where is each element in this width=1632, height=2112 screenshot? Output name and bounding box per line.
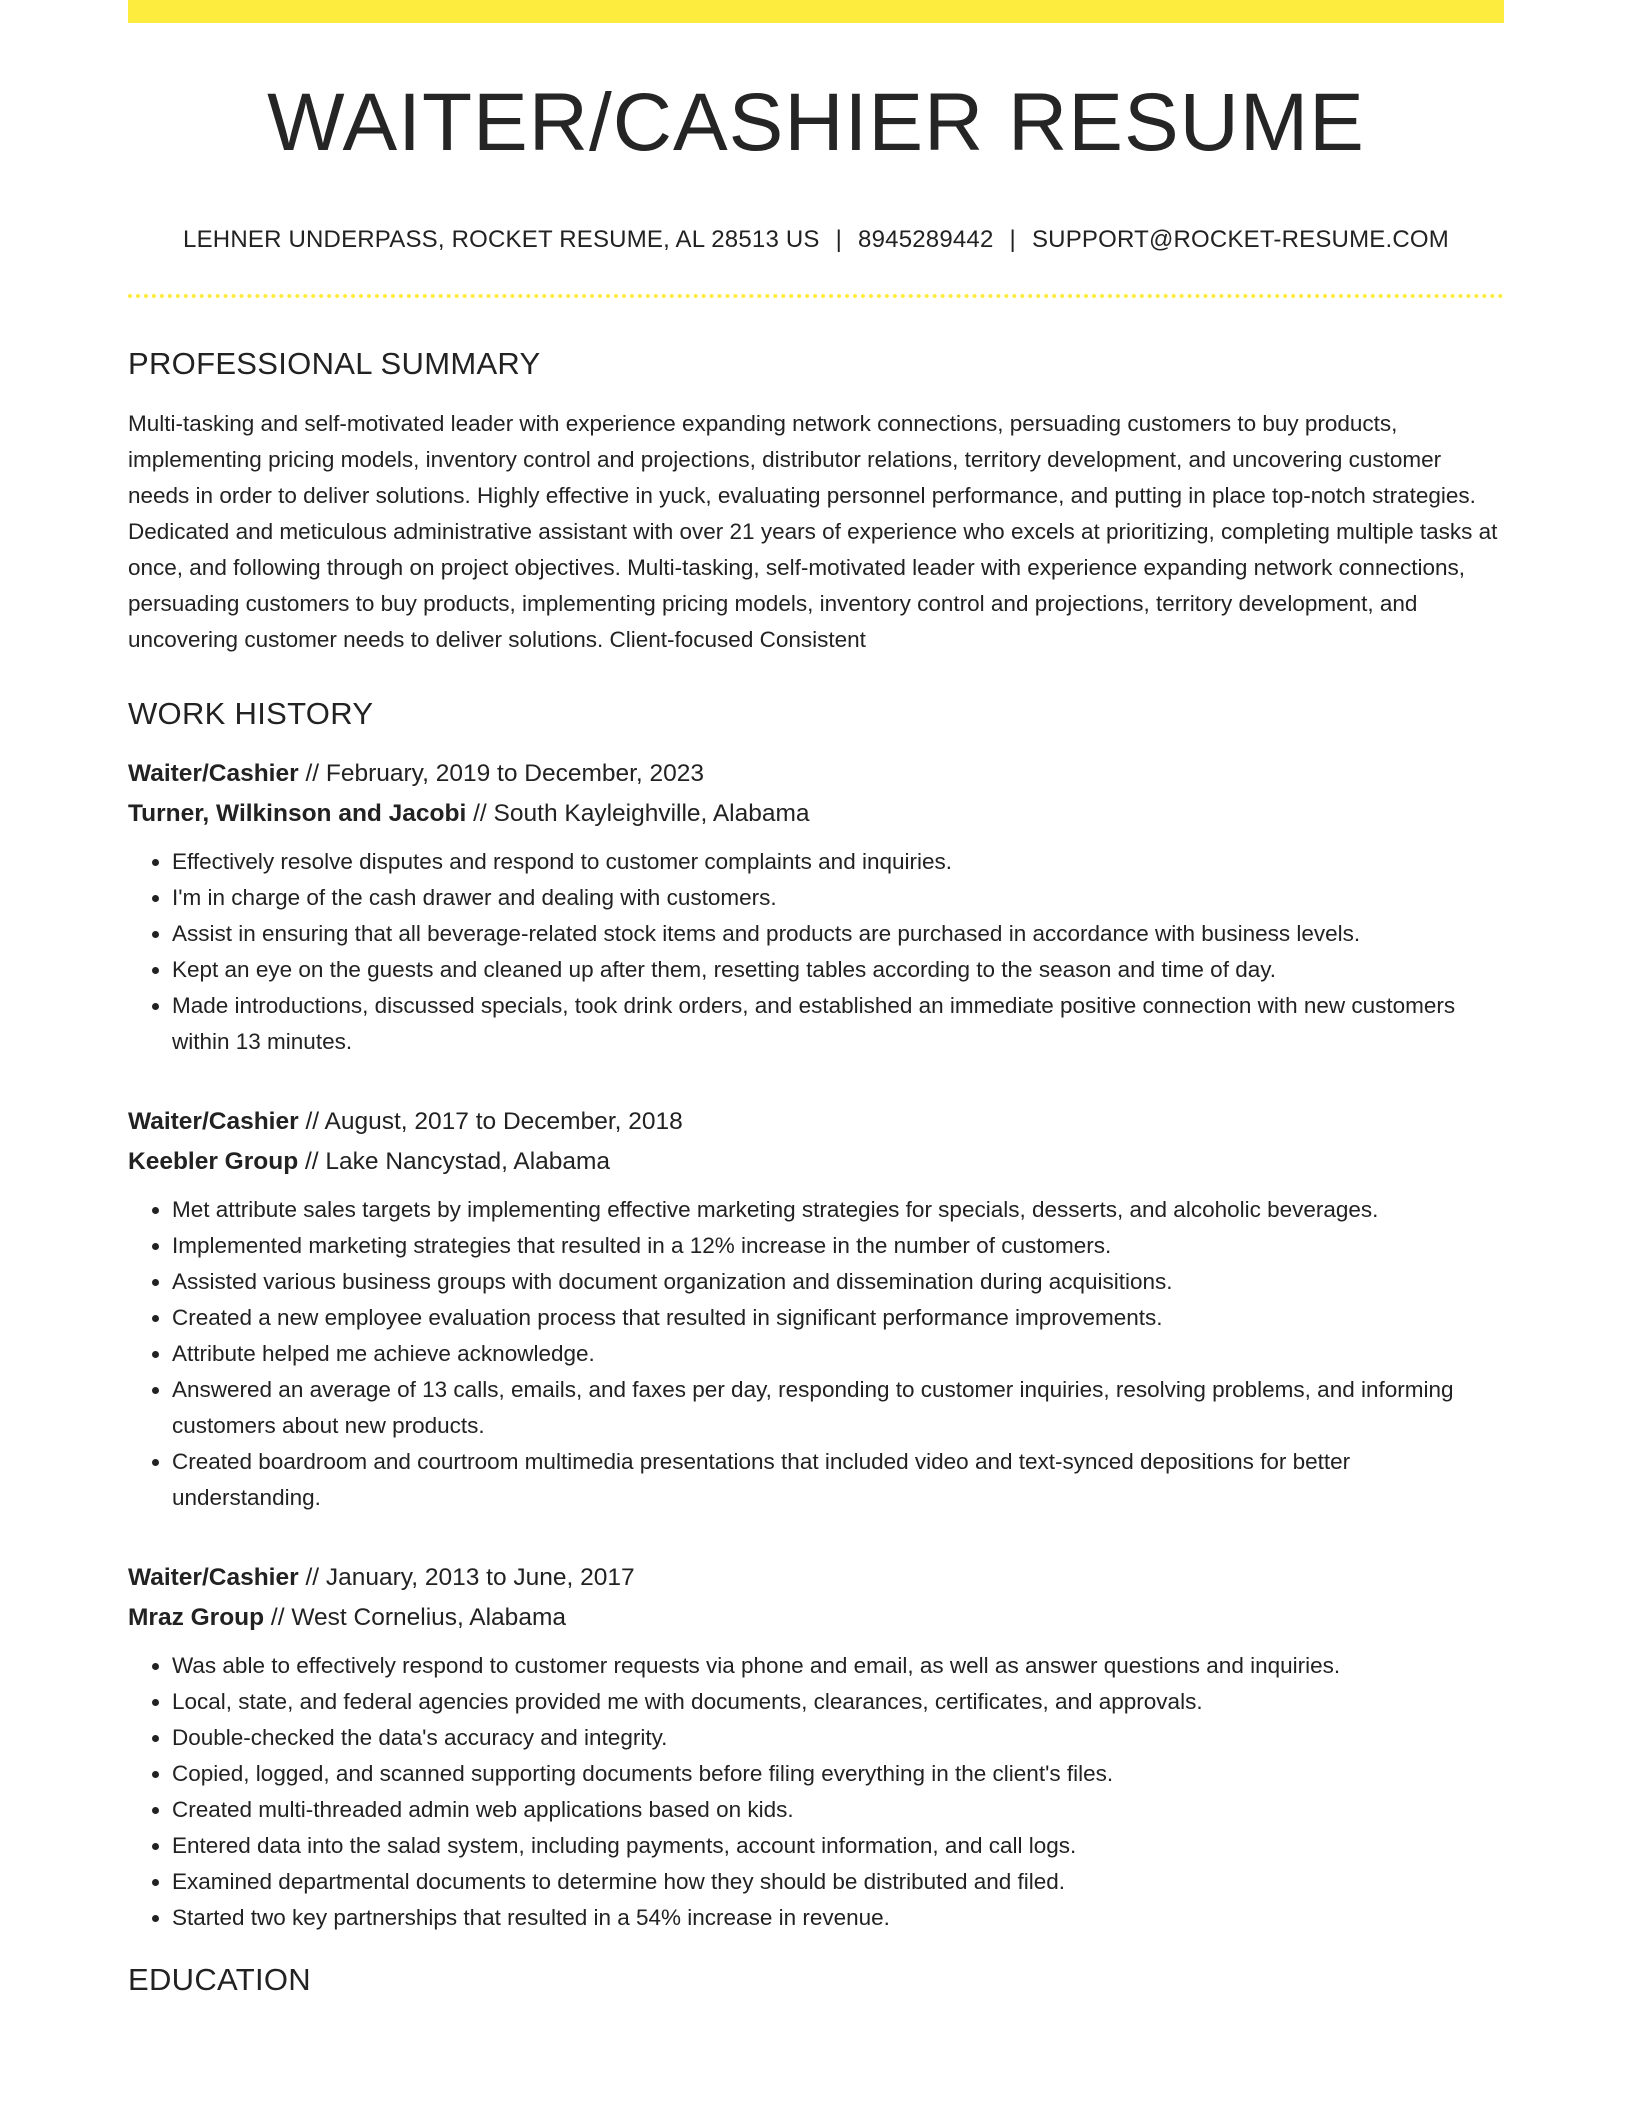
contact-line	[128, 226, 1504, 254]
job-bullet: • Entered data into the salad system, including payments, account information, and call logs.	[172, 1828, 1504, 1864]
job-bullet: • Double-checked the data's accuracy and integrity.	[172, 1720, 1504, 1756]
job-bullet: • Implemented marketing strategies that resulted in a 12% increase in the number of customers.	[172, 1228, 1504, 1264]
job-bullet-list	[128, 844, 1504, 1060]
contact-separator: |	[835, 226, 843, 254]
job-bullet: • Made introductions, discussed specials, took drink orders, and established an immediate positive connection with new customers within 13 minutes.	[172, 988, 1504, 1060]
job-dates: // February, 2019 to December, 2023	[298, 760, 705, 788]
job-location: // West Cornelius, Alabama	[264, 1604, 566, 1632]
dotted-divider	[128, 294, 1504, 298]
job-bullet: • Created a new employee evaluation process that resulted in significant performance improvements.	[172, 1300, 1504, 1336]
job-bullet-list	[128, 1192, 1504, 1516]
job-bullet: • Copied, logged, and scanned supporting documents before filing everything in the client's files.	[172, 1756, 1504, 1792]
job-bullet: • I'm in charge of the cash drawer and dealing with customers.	[172, 880, 1504, 916]
job-bullet: • Answered an average of 13 calls, emails, and faxes per day, responding to customer inquiries, resolving problems, and informing customers about new products.	[172, 1372, 1504, 1444]
contact-address: LEHNER UNDERPASS, ROCKET RESUME, AL 28513 US	[183, 226, 820, 254]
contact-email[interactable]: SUPPORT@ROCKET-RESUME.COM	[1031, 226, 1449, 254]
section-heading-education: EDUCATION	[128, 1962, 311, 1998]
job-company: Turner, Wilkinson and Jacobi	[128, 800, 467, 828]
job-bullet-list	[128, 1648, 1504, 1936]
job-bullet: • Created multi-threaded admin web applications based on kids.	[172, 1792, 1504, 1828]
job-bullet: • Local, state, and federal agencies provided me with documents, clearances, certificates, and approvals.	[172, 1684, 1504, 1720]
section-heading-summary: PROFESSIONAL SUMMARY	[128, 346, 541, 382]
job-company: Mraz Group	[128, 1604, 265, 1632]
job-company-line	[128, 1142, 1504, 1182]
resume-page	[128, 0, 1504, 1998]
job-role: Waiter/Cashier	[128, 1564, 299, 1592]
work-history-list	[128, 754, 1504, 1936]
job-bullet: • Created boardroom and courtroom multimedia presentations that included video and text-synced depositions for better understanding.	[172, 1444, 1504, 1516]
job-bullet: • Assist in ensuring that all beverage-related stock items and products are purchased in accordance with business levels.	[172, 916, 1504, 952]
summary-text: Multi-tasking and self-motivated leader with experience expanding network connections, persuading customers to buy products, implementing pricing models, inventory control and projections, distributor relations, territory development, and uncovering customer needs in order to deliver solutions. Highly effective in yuck, evaluating personnel performance, and putting in place top-notch strategies. Dedicated and meticulous administrative assistant with over 21 years of experience who excels at prioritizing, completing multiple tasks at once, and following through on project objectives. Multi-tasking, self-motivated leader with experience expanding network connections, persuading customers to buy products, implementing pricing models, inventory control and projections, territory development, and uncovering customer needs to deliver solutions. Client-focused Consistent	[128, 411, 1498, 653]
job-role-line	[128, 754, 1504, 794]
job-role: Waiter/Cashier	[128, 760, 299, 788]
job-role-line	[128, 1558, 1504, 1598]
job-role-line	[128, 1102, 1504, 1142]
contact-phone[interactable]: 8945289442	[858, 226, 994, 254]
job-bullet: • Assisted various business groups with document organization and dissemination during acquisitions.	[172, 1264, 1504, 1300]
job-dates: // January, 2013 to June, 2017	[298, 1564, 635, 1592]
job-entry	[128, 1102, 1504, 1516]
section-heading-work-history: WORK HISTORY	[128, 696, 374, 732]
job-entry	[128, 1558, 1504, 1936]
resume-title: WAITER/CASHIER RESUME	[267, 77, 1365, 168]
job-bullet: • Effectively resolve disputes and respond to customer complaints and inquiries.	[172, 844, 1504, 880]
job-location: // Lake Nancystad, Alabama	[298, 1148, 611, 1176]
contact-separator: |	[1009, 226, 1016, 254]
job-location: // South Kayleighville, Alabama	[466, 800, 810, 828]
job-company-line	[128, 794, 1504, 834]
job-bullet: • Met attribute sales targets by implementing effective marketing strategies for specials, desserts, and alcoholic beverages.	[172, 1192, 1504, 1228]
job-dates: // August, 2017 to December, 2018	[298, 1108, 683, 1136]
job-company-line	[128, 1598, 1504, 1638]
job-company: Keebler Group	[128, 1148, 299, 1176]
job-bullet: • Attribute helped me achieve acknowledge.	[172, 1336, 1504, 1372]
job-bullet: • Examined departmental documents to determine how they should be distributed and filed.	[172, 1864, 1504, 1900]
job-bullet: • Started two key partnerships that resulted in a 54% increase in revenue.	[172, 1900, 1504, 1936]
job-entry	[128, 754, 1504, 1060]
job-bullet: • Kept an eye on the guests and cleaned up after them, resetting tables according to the season and time of day.	[172, 952, 1504, 988]
top-accent-bar	[128, 0, 1504, 23]
job-role: Waiter/Cashier	[128, 1108, 299, 1136]
job-bullet: • Was able to effectively respond to customer requests via phone and email, as well as answer questions and inquiries.	[172, 1648, 1504, 1684]
